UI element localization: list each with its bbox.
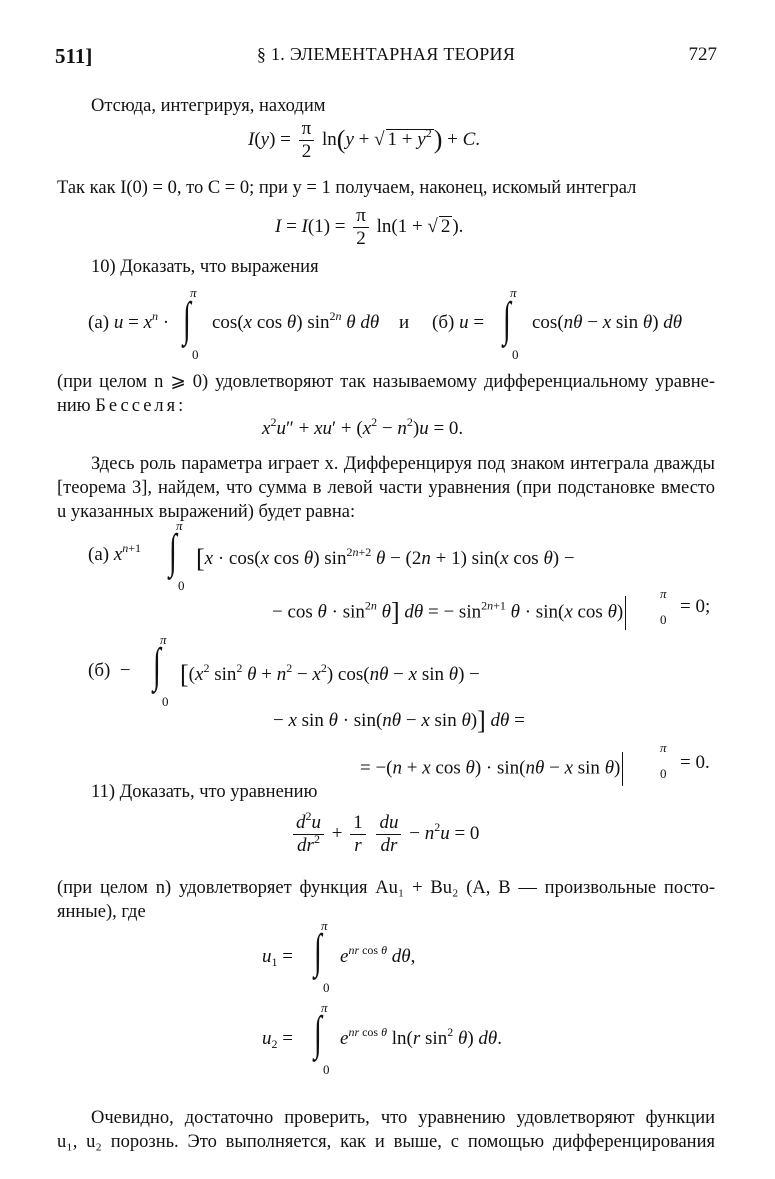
paragraph-obviously-b: u₁, u₂ порознь. Это выполняется, как и выше, с помощью дифференцирования — [57, 1132, 715, 1152]
paragraph-obviously-a: Очевидно, достаточно проверить, что уравнению удовлетворяют функции — [91, 1108, 715, 1128]
paragraph-function-a: (при целом n) удовлетворяет функция Au₁ + Bu₂ (A, B — произвольные посто- — [57, 878, 715, 898]
paragraph-bessel-a: (при целом n ⩾ 0) удовлетворяют так называемому дифференциальному уравне- — [57, 372, 715, 392]
paragraph-bessel-b: нию Бесселя: — [57, 396, 187, 416]
running-header — [55, 44, 717, 72]
problem-10-heading: 10) Доказать, что выражения — [91, 257, 319, 277]
running-title: § 1. ЭЛЕМЕНТАРНАЯ ТЕОРИЯ — [256, 44, 516, 64]
paragraph-since: Так как I(0) = 0, то C = 0; при y = 1 получаем, наконец, искомый интеграл — [57, 178, 637, 198]
equation-bessel-ode: $x^2u'' + xu' + (x^2 - n^2)u = 0$. — [262, 415, 464, 439]
paragraph-function-b: янные), где — [57, 902, 146, 922]
equation-I-result: I = I(1) = $\frac{\pi}{2}$ ln(1 + √ 2 ). — [275, 205, 464, 249]
page-number: 727 — [688, 44, 717, 65]
paragraph-integrating: Отсюда, интегрируя, находим — [91, 96, 326, 116]
paragraph-parameter-c: u указанных выражений) будет равна: — [57, 502, 356, 522]
equation-problem-11: $\frac{d^2u}{dr^2}$ + $\frac{1}{r}$ $\frac{du}{dr}$ − $n^2u = 0$ — [290, 812, 479, 857]
section-number: 511] — [55, 44, 93, 68]
page: 511] § 1. ЭЛЕМЕНТАРНАЯ ТЕОРИЯ 727 Отсюда, интегрируя, находим I(y) = $\frac{\pi}{2}$ ln(y + √ $1 + y^2) + C$. Так как I(0) = 0, то C = 0; при y = 1 получаем, наконец, искомый интеграл I = I(1) = $\frac{\pi}{2}$ ln(1 + √ 2 ). 10) Доказать, что выражения π ∫ 0 (а) $u = x^n$ · cos(x cos θ) $\sin^{2n} \theta$ dθ и (б) u = π ∫ 0 cos(nθ − x sin θ) dθ (при целом n ⩾ 0) удовлетворяют так называемому дифференциальному уравне- нию Бесселя: $x^2u'' + xu' + (x^2 - n^2)u = 0$. Здесь роль параметра играет x. Дифференцируя под знаком интеграла дважды [теорема 3], найдем, что сумма в левой части уравнения (при подстановке вместо u указанных выражений) будет равна: π ∫ 0 (а) $x^{n+1}$ [x · cos(x cos θ) $\sin^{2n+2} \theta - (2n + 1)$ sin(x cos θ) − − $\cos \theta \cdot \sin^{2n} \theta$] dθ = − $\sin^{2n+1} \theta \cdot \sin(x$ cos θ) π 0 = 0; π ∫ 0 (б) − [($x^2$ $\sin^2 \theta + n^2 - x^2$) cos(nθ − x sin θ) − − x sin θ · sin(nθ − x sin θ)] dθ = = −(n + x cos θ) · sin(nθ − x sin θ) π 0 = 0. 11) Доказать, что уравнению $\frac{d^2u}{dr^2}$ + $\frac{1}{r}$ $\frac{du}{dr}$ − $n^2u = 0$ (при целом n) удовлетворяет функция Au₁ + Bu₂ (A, B — произвольные посто- янные), где π ∫ 0 $u_1$ = $e^{nr cos \theta}$ dθ, π ∫ 0 $u_2$ = $e^{nr cos \theta}$ ln(r $\sin^2 \theta$) dθ. Очевидно, достаточно проверить, что уравнению удовлетворяют функции u₁, u₂ порознь. Это выполняется, как и выше, с помощью дифференцирования — [55, 44, 717, 1152]
problem-11-heading: 11) Доказать, что уравнению — [91, 782, 318, 802]
paragraph-parameter-a: Здесь роль параметра играет x. Дифференцируя под знаком интеграла дважды — [91, 454, 715, 474]
paragraph-parameter-b: [теорема 3], найдем, что сумма в левой части уравнения (при подстановке вместо — [57, 478, 715, 498]
equation-I-of-y: I(y) = $\frac{\pi}{2}$ ln(y + √ $1 + y^2) + C$. — [248, 118, 481, 162]
